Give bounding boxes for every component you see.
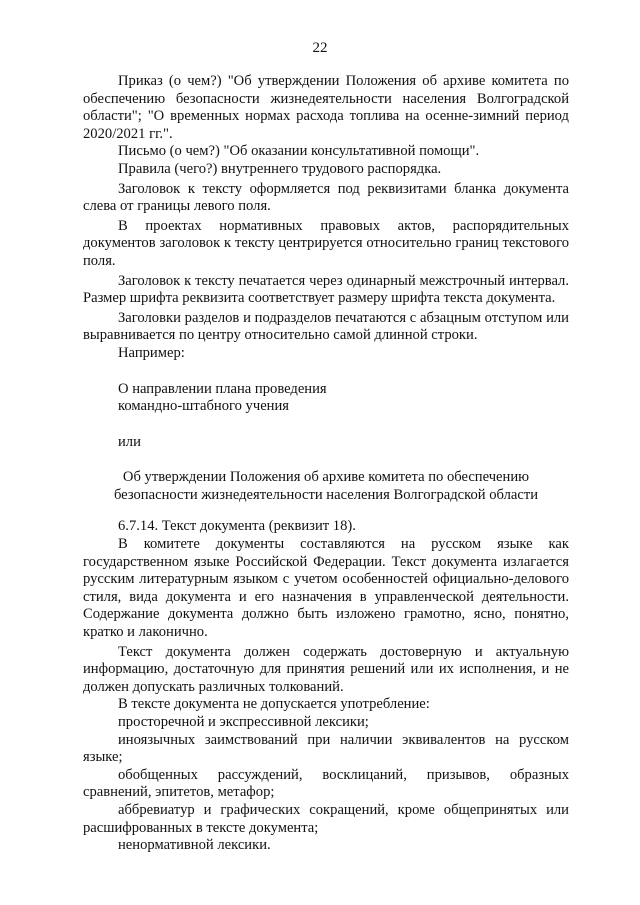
list-item: аббревиатур и графических сокращений, кроме общепринятых или расшифрованных в тексте документа; — [83, 801, 569, 836]
list-item: иноязычных заимствований при наличии эквивалентов на русском языке; — [83, 731, 569, 766]
list-item: обобщенных рассуждений, восклицаний, призывов, образных сравнений, эпитетов, метафор; — [83, 766, 569, 801]
section-heading: 6.7.14. Текст документа (реквизит 18). — [118, 518, 356, 535]
paragraph: Заголовок к тексту печатается через одинарный межстрочный интервал. Размер шрифта реквизита соответствует размеру шрифта текста документа. — [83, 272, 569, 307]
list-item: просторечной и экспрессивной лексики; — [118, 714, 369, 730]
example-heading-line: командно-штабного учения — [118, 398, 289, 415]
list-item: ненормативной лексики. — [118, 837, 271, 854]
paragraph: В комитете документы составляются на русском языке как государственном языке Российской Федерации. Текст документа излагается русским литературным языком с учетом особенностей официально-делового стиля, вида документа и его назначения в управленческой деятельности. Содержание документа должно быть изложено грамотно, ясно, понятно, кратко и лаконично. — [83, 536, 569, 641]
paragraph: Заголовок к тексту оформляется под реквизитами бланка документа слева от границы левого поля. — [83, 180, 569, 215]
paragraph: Правила (чего?) внутреннего трудового распорядка. — [118, 160, 442, 177]
paragraph: Приказ (о чем?) "Об утверждении Положения об архиве комитета по обеспечению безопасности жизнедеятельности населения Волгоградской области"; "О временных нормах расхода топлива на осенне-зимний период 2020/2021 гг.". — [83, 73, 569, 142]
paragraph: Текст документа должен содержать достоверную и актуальную информацию, достаточную для принятия решений или их исполнения, и не должен допускать различных толкований. — [83, 643, 569, 695]
paragraph: В тексте документа не допускается употребление: — [118, 696, 430, 713]
centered-heading-line: безопасности жизнедеятельности населения Волгоградской области — [113, 486, 539, 503]
document-body — [83, 73, 569, 855]
paragraph: Заголовки разделов и подразделов печатаются с абзацным отступом или выравнивается по центру относительно самой длинной строки. — [83, 309, 569, 344]
paragraph: Например: — [118, 344, 185, 361]
paragraph: В проектах нормативных правовых актов, распорядительных документов заголовок к тексту центрируется относительно границ текстового поля. — [83, 217, 569, 269]
centered-heading-line: Об утверждении Положения об архиве комитета по обеспечению — [122, 469, 530, 486]
paragraph: Письмо (о чем?) "Об оказании консультативной помощи". — [118, 143, 480, 160]
or-word: или — [118, 433, 141, 450]
example-heading-line: О направлении плана проведения — [118, 380, 327, 397]
page-number: 22 — [312, 40, 328, 56]
